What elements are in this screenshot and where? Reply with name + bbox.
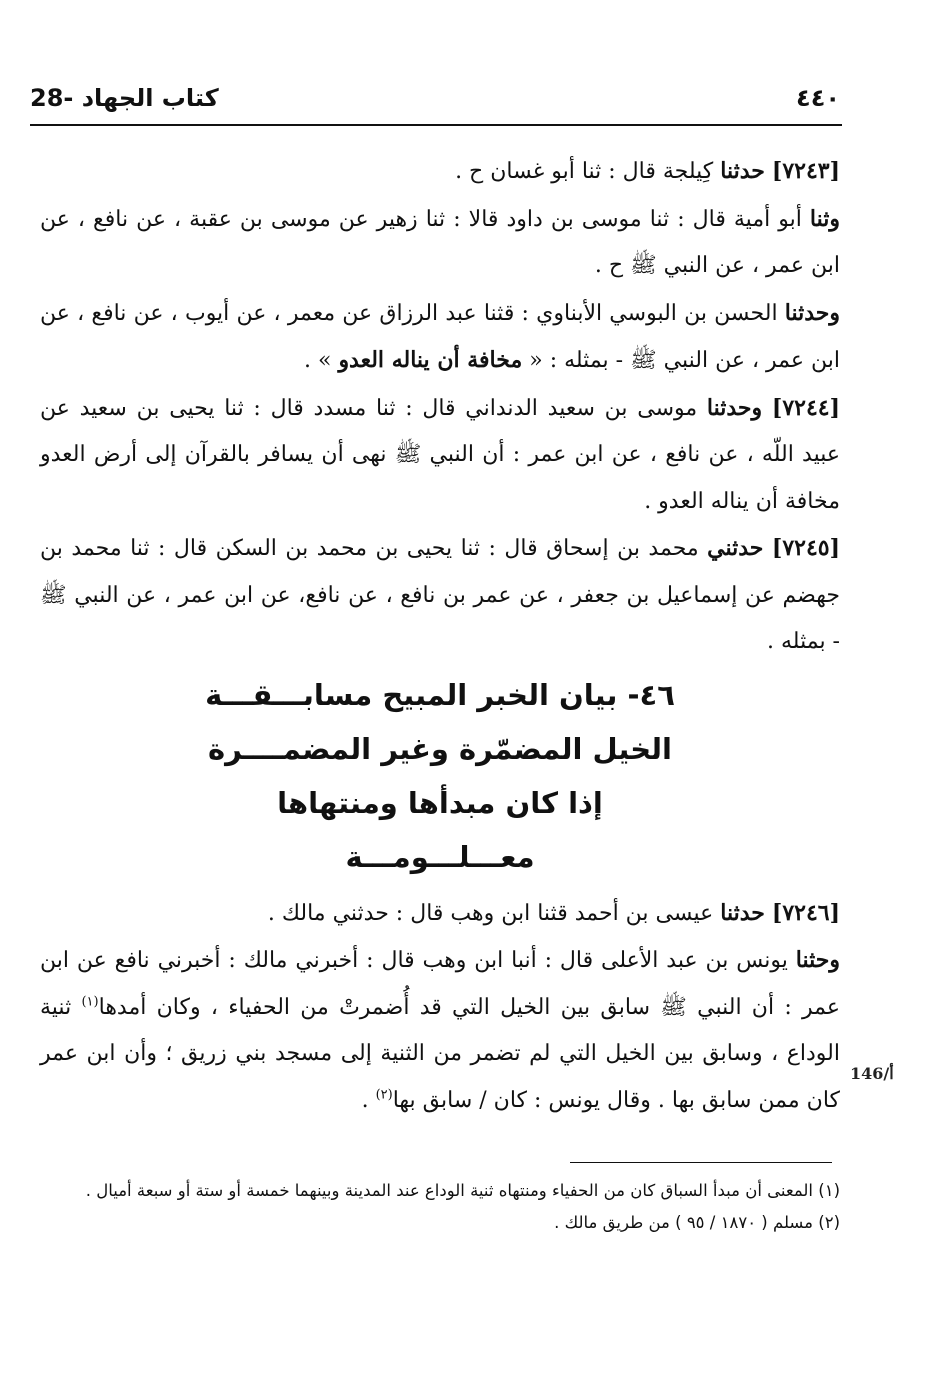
paragraph-text: محمد بن إسحاق قال : ثنا يحيى بن محمد بن السكن قال : ثنا محمد بن جهضم عن إسماعيل بن جعفر ، عن عمر بن نافع ، عن نافع، عن ابن عمر ، عن النبي ﷺ - بمثله . [40, 536, 840, 654]
paragraph-tail: . [361, 1087, 376, 1113]
paragraph-tail: » . [303, 348, 339, 373]
paragraph-text: موسى بن سعيد الدنداني قال : ثنا مسدد قال : ثنا يحيى بن سعيد عن عبيد اللّه ، عن نافع ، عن ابن عمر : أن النبي ﷺ نهى أن يسافر بالقرآن إلى أرض العدو مخافة أن يناله العدو . [40, 395, 840, 514]
paragraph-7246 [40, 890, 840, 938]
hadith-number: [٧٢٤٥] [771, 535, 840, 561]
manuscript-folio-note: 146/أ [850, 1064, 894, 1083]
chapter-heading-line-4: معـــلـــومـــة [345, 839, 535, 874]
footnote-2: (٢) مسلم ( ١٨٧٠ / ٩٥ ) من طريق مالك . [554, 1213, 840, 1232]
quoted-phrase: مخافة أن يناله العدو [338, 347, 523, 373]
lead-word: حدثني [707, 535, 764, 561]
paragraph-chain-2 [40, 196, 840, 290]
paragraph-text: الحسن بن البوسي الأبناوي : قثنا عبد الرزاق عن معمر ، عن أيوب ، عن نافع ، عن ابن عمر ، عن النبي ﷺ - بمثله : « [40, 300, 840, 373]
paragraph-text: يونس بن عبد الأعلى قال : أنبا ابن وهب قال : أخبرني مالك : أخبرني نافع عن ابن عمر : أن النبي ﷺ سابق بين الخيل التي قد أُضمرتْ من الحفياء ، وكان أمدها [40, 948, 840, 1020]
paragraph-chain-7 [40, 937, 840, 1124]
paragraph-text-middle: ثنية الوداع ، وسابق بين الخيل التي لم تضمر من الثنية إلى مسجد بني زريق ؛ وأن ابن عمر كان ممن سابق بها . وقال يونس : كان / سابق بها [40, 994, 840, 1113]
header-rule [30, 124, 842, 126]
footnotes [40, 1175, 840, 1239]
paragraph-text: أبو أمية قال : ثنا موسى بن داود قالا : ثنا زهير عن موسى بن عقبة ، عن نافع ، عن ابن عمر ، عن النبي ﷺ ح . [40, 206, 840, 278]
chapter-heading-line-1: ٤٦- بيان الخبر المبيح مسابـــقـــة [205, 677, 675, 712]
page-number: ٤٤٠ [796, 84, 840, 112]
footnote-ref-2[interactable]: (٢) [375, 1087, 393, 1103]
paragraph-text: عيسى بن أحمد قثنا ابن وهب قال : حدثني مالك . [267, 900, 721, 926]
footnote-rule [570, 1162, 832, 1163]
chapter-heading-line-2: الخيل المضمّرة وغير المضمــــرة [208, 731, 672, 766]
hadith-number: [٧٢٤٤] [771, 394, 840, 421]
paragraph-text: كِيلجة قال : ثنا أبو غسان ح . [455, 159, 721, 184]
book-title: 28- كتاب الجهاد [30, 84, 219, 112]
footnote-1: (١) المعنى أن مبدأ السباق كان من الحفياء ومنتهاه ثنية الوداع عند المدينة وبينهما خمسة أو ستة أو سبعة أميال . [85, 1181, 840, 1200]
paragraph-7244 [40, 385, 840, 526]
lead-word: حدثنا [720, 899, 765, 926]
lead-word: وحثنا [795, 947, 840, 973]
lead-word: حدثنا [720, 158, 765, 184]
paragraph-7245 [40, 525, 840, 666]
lead-word: وثنا [809, 205, 840, 232]
hadith-number: [٧٢٤٣] [771, 158, 840, 184]
lead-word: وحدثنا [706, 394, 763, 421]
footnote-ref-1[interactable]: (١) [81, 994, 99, 1010]
page-header [30, 78, 840, 118]
lead-word: وحدثنا [784, 299, 840, 326]
paragraph-7243 [40, 148, 840, 196]
chapter-heading-line-3: إذا كان مبدأها ومنتهاها [277, 785, 603, 820]
main-text [40, 148, 840, 1124]
paragraph-chain-3 [40, 290, 840, 385]
hadith-number: [٧٢٤٦] [771, 899, 840, 926]
